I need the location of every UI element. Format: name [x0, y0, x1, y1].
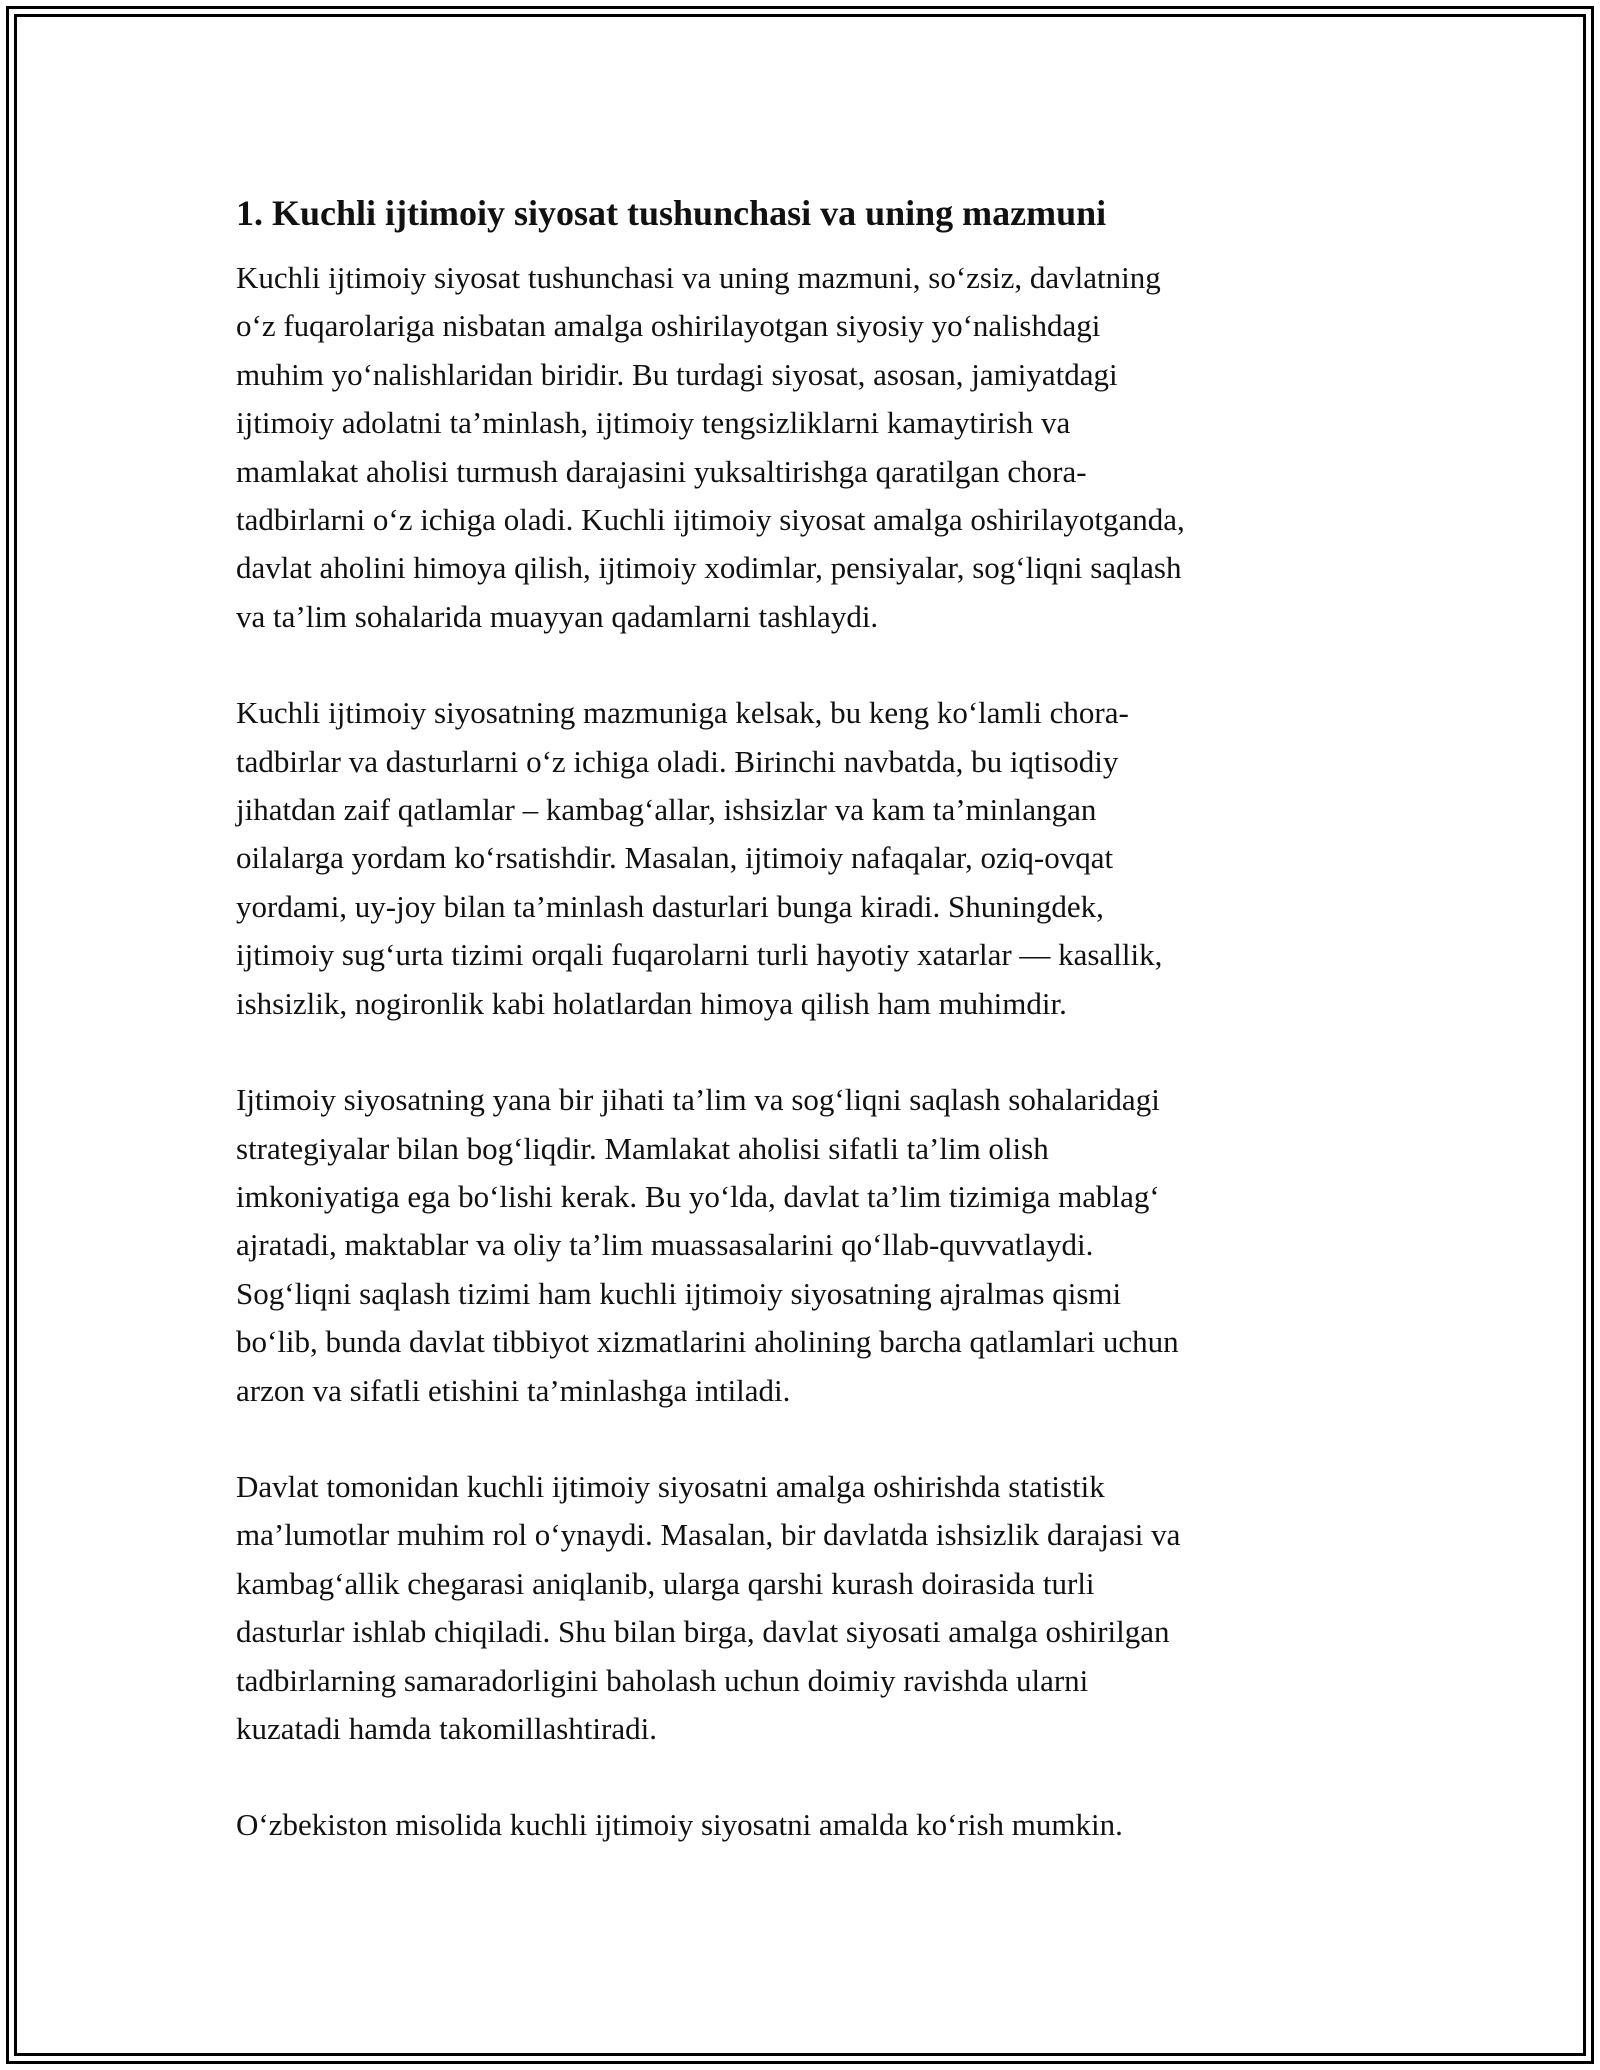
paragraph-4: Davlat tomonidan kuchli ijtimoiy siyosatni amalga oshirishda statistik ma’lumotlar muhim rol o‘ynaydi. Masalan, bir davlatda ishsizlik darajasi va kambag‘allik chegarasi aniqlanib, ularga qarshi kurash doirasida turli dasturlar ishlab chiqiladi. Shu bilan birga, davlat siyosati amalga oshirilgan tadbirlarning samaradorligini baholash uchun doimiy ravishda ularni kuzatadi hamda takomillashtiradi.	[236, 1468, 1181, 1746]
paragraph-2: Kuchli ijtimoiy siyosatning mazmuniga kelsak, bu keng ko‘lamli chora- tadbirlar va dasturlarni o‘z ichiga oladi. Birinchi navbatda, bu iqtisodiy jihatdan zaif qatlamlar – kambag‘allar, ishsizlar va kam ta’minlangan oilalarga yordam ko‘rsatishdir. Masalan, ijtimoiy nafaqalar, oziq-ovqat yordami, uy-joy bilan ta’minlash dasturlari bunga kiradi. Shuningdek, ijtimoiy sug‘urta tizimi orqali fuqarolarni turli hayotiy xatarlar — kasallik, ishsizlik, nogironlik kabi holatlardan himoya qilish ham muhimdir.	[236, 695, 1163, 1021]
document-page	[236, 186, 1366, 1898]
paragraph-3: Ijtimoiy siyosatning yana bir jihati ta’lim va sog‘liqni saqlash sohalaridagi strategiyalar bilan bog‘liqdir. Mamlakat aholisi sifatli ta’lim olish imkoniyatiga ega bo‘lishi kerak. Bu yo‘lda, davlat ta’lim tizimiga mablag‘ ajratadi, maktablar va oliy ta’lim muassasalarini qo‘llab-quvvatlaydi. Sog‘liqni saqlash tizimi ham kuchli ijtimoiy siyosatning ajralmas qismi bo‘lib, bunda davlat tibbiyot xizmatlarini aholining barcha qatlamlari uchun arzon va sifatli etishini ta’minlashga intiladi.	[236, 1082, 1179, 1408]
paragraph-1: Kuchli ijtimoiy siyosat tushunchasi va uning mazmuni, so‘zsiz, davlatning o‘z fuqarolariga nisbatan amalga oshirilayotgan siyosiy yo‘nalishdagi muhim yo‘nalishlaridan biridir. Bu turdagi siyosat, asosan, jamiyatdagi ijtimoiy adolatni ta’minlash, ijtimoiy tengsizliklarni kamaytirish va mamlakat aholisi turmush darajasini yuksaltirishga qaratilgan chora- tadbirlarni o‘z ichiga oladi. Kuchli ijtimoiy siyosat amalga oshirilayotganda, davlat aholini himoya qilish, ijtimoiy xodimlar, pensiyalar, sog‘liqni saqlash va ta’lim sohalarida muayyan qadamlarni tashlaydi.	[236, 260, 1185, 634]
paragraph-5: O‘zbekiston misolida kuchli ijtimoiy siyosatni amalda ko‘rish mumkin.	[236, 1807, 1123, 1843]
section-heading: 1. Kuchli ijtimoiy siyosat tushunchasi va uning mazmuni	[236, 193, 1107, 233]
